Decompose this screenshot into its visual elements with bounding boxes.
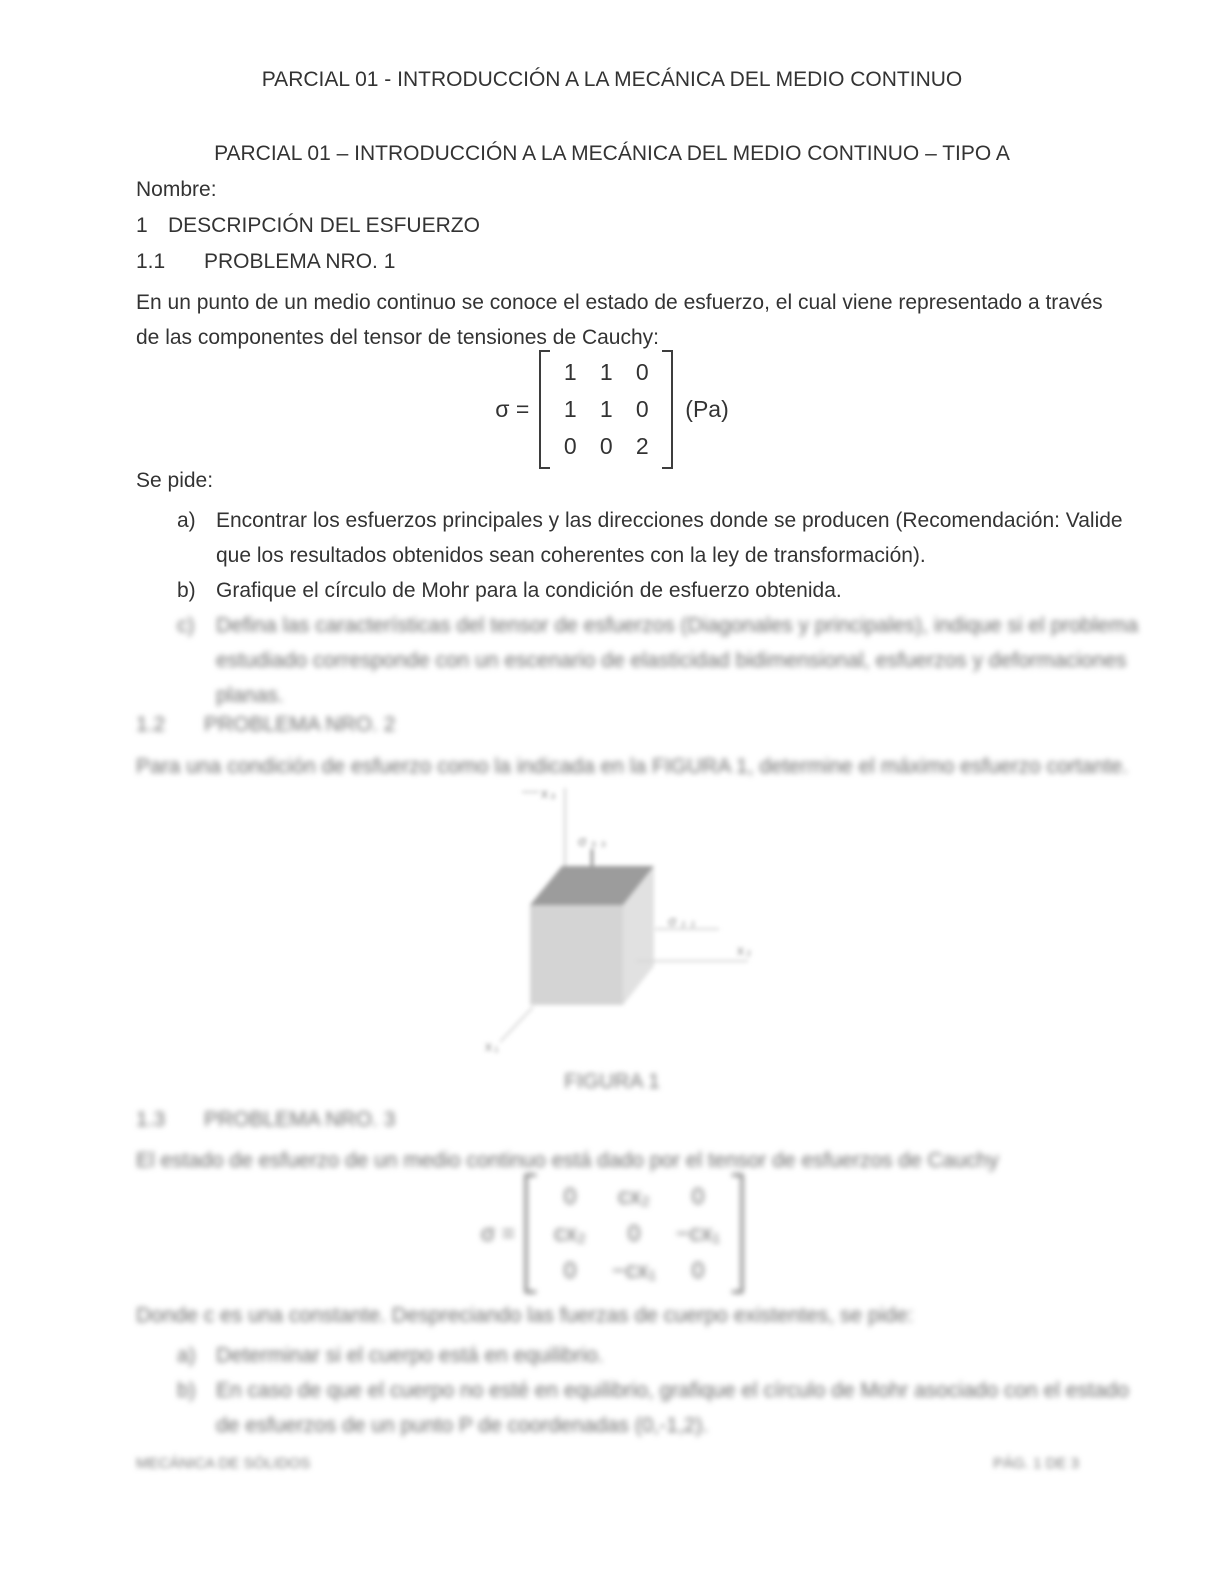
list-indent (177, 538, 216, 573)
problem-3-note-redacted (136, 1298, 1081, 1333)
list-item-b-marker: b) (177, 579, 196, 602)
figure-1-caption-redacted: FIGURA 1 (564, 1070, 660, 1093)
section-1-title: DESCRIPCIÓN DEL ESFUERZO (168, 214, 480, 237)
problem-3-note-line: Donde c es una constante. Despreciando las fuerzas de cuerpo existentes, se pide: (136, 1304, 914, 1327)
list-indent (177, 1408, 216, 1443)
matrix-cell: 0 (635, 359, 649, 385)
cube-front-face (530, 905, 623, 1005)
problem-3-number: 1.3 (136, 1108, 166, 1131)
list-item-a-text: Determinar si el cuerpo está en equilibrio. (216, 1344, 604, 1367)
matrix-cell: 1 (563, 359, 577, 385)
matrix-left-bracket (539, 350, 550, 469)
matrix-cell: 0 (691, 1257, 705, 1283)
list-indent (136, 643, 177, 678)
list-item-a-continued (136, 538, 1081, 573)
axis-bottom-label: x₁ (485, 1038, 501, 1054)
list-item-c-line-3: planas. (216, 684, 284, 707)
matrix-cell: 1 (599, 359, 613, 385)
document-title: PARCIAL 01 – INTRODUCCIÓN A LA MECÁNICA DEL MEDIO CONTINUO – TIPO A (214, 142, 1010, 165)
problem-1-intro (136, 285, 1103, 355)
list-indent (136, 503, 177, 538)
matrix-cell: 0 (599, 433, 613, 459)
stress-tensor-equation (0, 350, 1224, 469)
problem-1-title: PROBLEMA NRO. 1 (204, 250, 396, 273)
matrix-cell: −cx₁ (675, 1220, 721, 1246)
page-header: PARCIAL 01 - INTRODUCCIÓN A LA MECÁNICA DEL MEDIO CONTINUO (261, 68, 963, 91)
bottom-left-axis-line (500, 1007, 533, 1042)
axis-right-label: x₂ (737, 942, 754, 958)
stress-tensor-matrix (495, 350, 728, 469)
list-item-a-marker: a) (177, 1344, 196, 1367)
problem-3-item-a-redacted (136, 1338, 1081, 1373)
matrix-unit: (Pa) (685, 396, 729, 422)
problem-2-heading-redacted (136, 713, 1081, 737)
matrix-cell: 1 (563, 396, 577, 422)
footer-page-number-redacted: PÁG. 1 DE 3 (993, 1455, 1079, 1472)
matrix-cell: cx₂ (618, 1183, 650, 1209)
list-item-c-continued (136, 678, 1081, 713)
right-face-stress-label: σ₂₂ (668, 913, 700, 929)
axis-top-label: x₃ (541, 785, 558, 801)
problem-1-heading (136, 250, 1081, 274)
list-item-a-line-2: que los resultados obtenidos sean coherentes con la ley de transformación). (216, 544, 926, 567)
matrix-cell: 0 (691, 1183, 705, 1209)
list-indent (177, 678, 216, 713)
problem-3-matrix-redacted (0, 1174, 1224, 1293)
problem-3-heading-redacted (136, 1108, 1081, 1132)
list-item-b-marker: b) (177, 1379, 196, 1402)
matrix-cell: 2 (635, 433, 649, 459)
problem-3-list (136, 1338, 1129, 1443)
sigma-symbol: σ = (495, 396, 530, 422)
request-label: Se pide: (136, 469, 214, 492)
matrix-left-bracket (525, 1174, 536, 1293)
top-face-stress-label: σ₃₃ (578, 833, 611, 849)
matrix-cells (536, 1174, 732, 1293)
list-item-c-redacted (136, 608, 1139, 643)
section-1-heading (136, 214, 1081, 238)
list-item-b (136, 573, 1081, 608)
list-indent (136, 1373, 177, 1408)
problem-2-title: PROBLEMA NRO. 2 (204, 713, 396, 736)
list-indent (136, 573, 177, 608)
problem-3-matrix (481, 1174, 743, 1293)
problem-3-item-b-redacted (136, 1373, 1129, 1408)
list-item-c-continued (136, 643, 1127, 678)
list-item-b-line-1: En caso de que el cuerpo no esté en equilibrio, grafique el círculo de Mohr asociado con el estado (216, 1379, 1129, 1402)
matrix-right-bracket (732, 1174, 743, 1293)
matrix-cell: cx₂ (554, 1220, 586, 1246)
list-item-c-marker: c) (177, 614, 195, 637)
problem-1-number: 1.1 (136, 250, 166, 273)
section-1-number: 1 (136, 214, 148, 237)
matrix-cell: 0 (635, 396, 649, 422)
problem-1-list (136, 503, 1139, 713)
problem-3-item-b-continued (136, 1408, 1081, 1443)
matrix-cell: 1 (599, 396, 613, 422)
matrix-right-bracket (662, 350, 673, 469)
list-item-c-line-2: estudiado corresponde con un escenario de elasticidad bidimensional, esfuerzos y deformaciones (216, 649, 1127, 672)
problem-1-intro-line-2: de las componentes del tensor de tensiones de Cauchy: (136, 326, 660, 349)
list-item-c-line-1: Defina las características del tensor de esfuerzos (Diagonales y principales), indique si el problema (216, 614, 1139, 637)
stress-cube-figure (136, 783, 1081, 1065)
list-item-a-marker: a) (177, 509, 196, 532)
list-indent (136, 538, 177, 573)
list-indent (136, 1338, 177, 1373)
matrix-cell: −cx₁ (611, 1257, 657, 1283)
list-indent (136, 678, 177, 713)
figure-1-cube-illustration (136, 783, 1081, 1065)
list-item-a (136, 503, 1123, 538)
list-indent (136, 608, 177, 643)
list-indent (177, 643, 216, 678)
matrix-cell: 0 (627, 1220, 641, 1246)
list-item-a-line-1: Encontrar los esfuerzos principales y las direcciones donde se producen (Recomendación: Valide (216, 509, 1123, 532)
matrix-cell: 0 (563, 1183, 577, 1209)
sigma-symbol: σ = (480, 1220, 516, 1246)
matrix-cell: 0 (563, 433, 577, 459)
problem-3-title: PROBLEMA NRO. 3 (204, 1108, 396, 1131)
problem-3-intro-line: El estado de esfuerzo de un medio continuo está dado por el tensor de esfuerzos de Cauchy (136, 1149, 999, 1172)
matrix-cell: 0 (563, 1257, 577, 1283)
problem-3-intro-redacted (136, 1143, 1081, 1178)
list-item-b-text: Grafique el círculo de Mohr para la condición de esfuerzo obtenida. (216, 579, 842, 602)
problem-2-intro-redacted (136, 749, 1129, 784)
list-indent (136, 1408, 177, 1443)
footer-course-name-redacted: MECÁNICA DE SÓLIDOS (136, 1455, 311, 1472)
matrix-cells (550, 350, 662, 469)
name-label: Nombre: (136, 178, 217, 201)
problem-1-intro-line-1: En un punto de un medio continuo se conoce el estado de esfuerzo, el cual viene representado a través (136, 291, 1103, 314)
list-item-b-line-2: de esfuerzos de un punto P de coordenadas (0,-1,2). (216, 1414, 709, 1437)
problem-2-number: 1.2 (136, 713, 166, 736)
problem-2-intro-line: Para una condición de esfuerzo como la indicada en la FIGURA 1, determine el máximo esfuerzo cortante. (136, 755, 1129, 778)
